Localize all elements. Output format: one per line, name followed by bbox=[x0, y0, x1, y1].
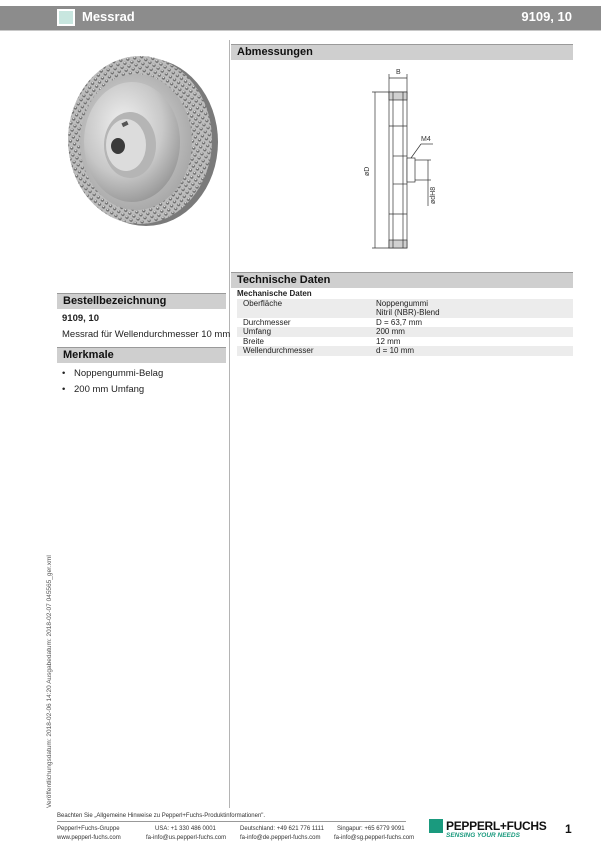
table-value: D = 63,7 mm bbox=[376, 317, 423, 327]
footer-usa-email[interactable]: fa-info@us.pepperl-fuchs.com bbox=[146, 835, 227, 841]
footer-de-phone: Deutschland: +49 621 776 1111 bbox=[240, 826, 324, 832]
measuring-wheel-image bbox=[58, 50, 223, 230]
publication-info: Veröffentlichungsdatum: 2018-02-06 14:20 Ausgabedatum: 2018-02-07 045565_ger.xml bbox=[46, 555, 53, 808]
table-row bbox=[237, 337, 573, 347]
label-m4: M4 bbox=[421, 136, 431, 143]
footer-company: Pepperl+Fuchs-Gruppe bbox=[57, 826, 120, 832]
order-description: Messrad für Wellendurchmesser 10 mm bbox=[62, 329, 231, 340]
product-code: 9109, 10 bbox=[521, 9, 572, 24]
brand-logo: PEPPERL+FUCHS bbox=[446, 819, 547, 833]
header-divider bbox=[0, 30, 601, 31]
list-item: • 200 mm Umfang bbox=[62, 382, 163, 398]
footer-usa-phone: USA: +1 330 486 0001 bbox=[155, 826, 216, 832]
table-value: 12 mm bbox=[376, 336, 401, 346]
footer-sg-phone: Singapur: +65 6779 9091 bbox=[337, 826, 405, 832]
column-divider bbox=[229, 40, 230, 808]
table-label: Durchmesser bbox=[243, 317, 291, 327]
table-label: Oberfläche bbox=[237, 299, 370, 318]
footer-website[interactable]: www.pepperl-fuchs.com bbox=[57, 835, 121, 841]
footer-sg-email[interactable]: fa-info@sg.pepperl-fuchs.com bbox=[334, 835, 415, 841]
footer-note: Beachten Sie „Allgemeine Hinweise zu Pepperl+Fuchs-Produktinformationen". bbox=[57, 813, 266, 819]
table-value-line: Nitril (NBR)-Blend bbox=[376, 308, 440, 317]
table-label: Wellendurchmesser bbox=[237, 346, 370, 356]
order-code: 9109, 10 bbox=[62, 313, 99, 324]
footer-divider bbox=[57, 821, 406, 822]
table-label: Breite bbox=[243, 336, 264, 346]
table-group-label: Mechanische Daten bbox=[237, 289, 312, 298]
label-b: B bbox=[396, 69, 401, 76]
pepperl-fuchs-logo-icon bbox=[429, 819, 443, 833]
features-list bbox=[62, 366, 163, 398]
table-value: 200 mm bbox=[370, 327, 573, 337]
table-row bbox=[237, 327, 573, 337]
section-order bbox=[57, 293, 226, 309]
footer-de-email[interactable]: fa-info@de.pepperl-fuchs.com bbox=[240, 835, 321, 841]
dimension-drawing bbox=[355, 66, 445, 256]
table-row bbox=[237, 299, 573, 318]
table-value bbox=[370, 299, 573, 318]
section-features bbox=[57, 347, 226, 363]
technical-data-table bbox=[237, 289, 573, 356]
brand-tagline: SENSING YOUR NEEDS bbox=[446, 832, 520, 839]
label-od: øD bbox=[364, 166, 371, 176]
page-number: 1 bbox=[565, 822, 572, 836]
section-features-title: Merkmale bbox=[63, 349, 114, 361]
table-row bbox=[237, 318, 573, 328]
table-group-row bbox=[237, 289, 573, 299]
list-item: • Noppengummi-Belag bbox=[62, 366, 163, 382]
section-technical-title: Technische Daten bbox=[237, 274, 331, 286]
section-order-title: Bestellbezeichnung bbox=[63, 295, 167, 307]
table-value: d = 10 mm bbox=[370, 346, 573, 356]
section-dimensions bbox=[231, 44, 573, 60]
table-value-line: Noppengummi bbox=[376, 298, 429, 308]
table-label: Umfang bbox=[237, 327, 370, 337]
section-technical bbox=[231, 272, 573, 288]
section-dimensions-title: Abmessungen bbox=[237, 46, 313, 58]
header-square-icon bbox=[57, 9, 75, 26]
table-row bbox=[237, 346, 573, 356]
label-odh8: ødH8 bbox=[430, 186, 437, 204]
page-title: Messrad bbox=[82, 9, 135, 24]
